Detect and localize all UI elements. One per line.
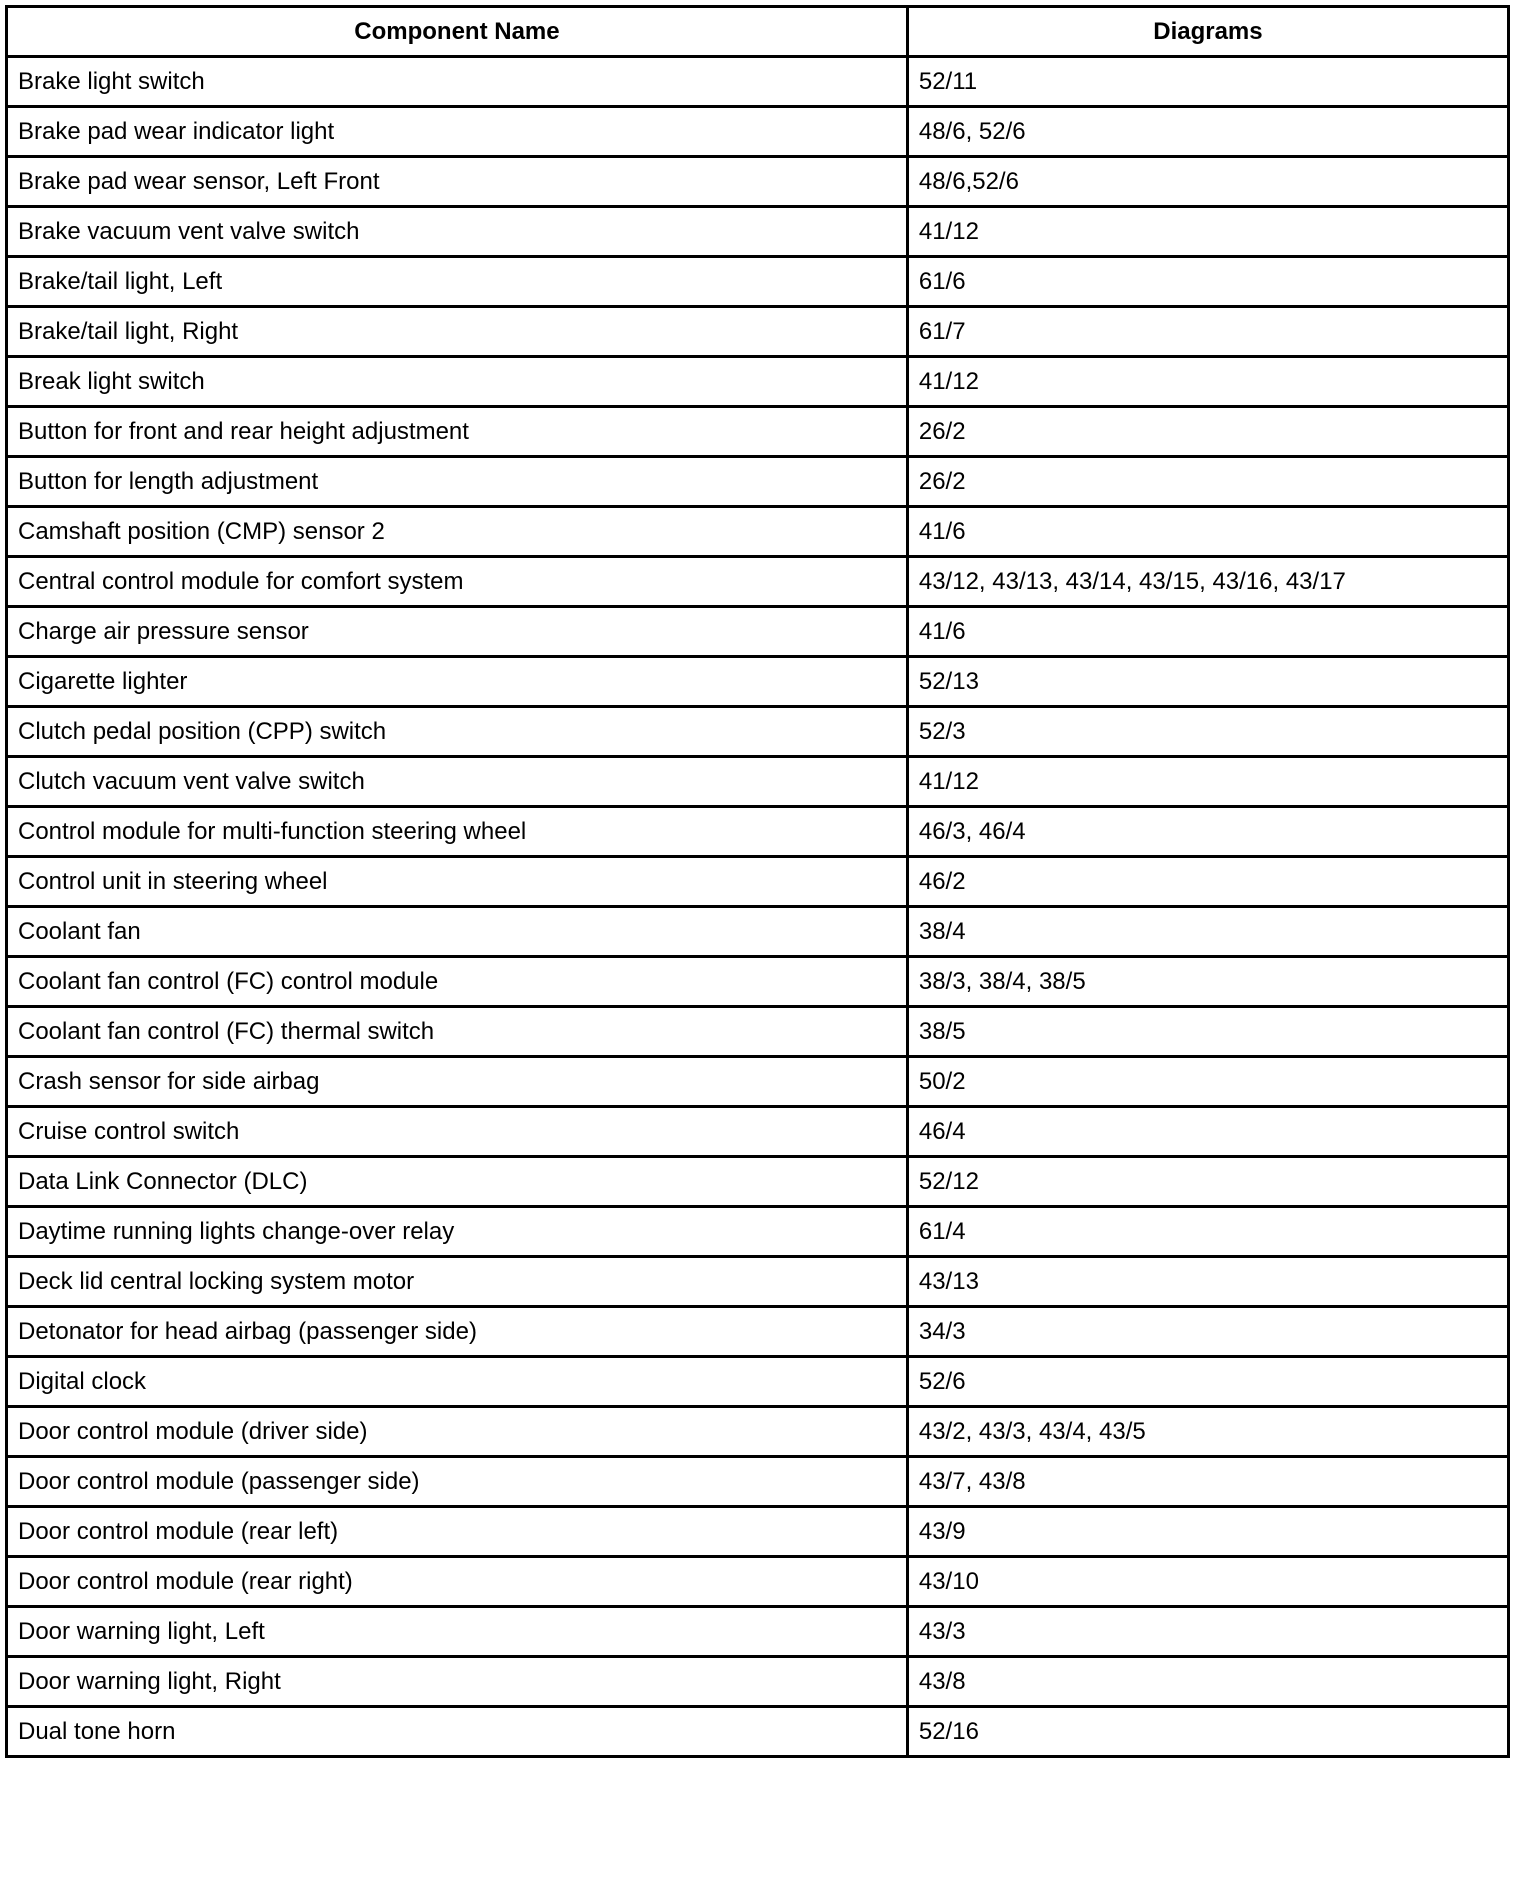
component-name-cell: Button for front and rear height adjustment — [7, 407, 908, 457]
component-name-cell: Brake light switch — [7, 57, 908, 107]
component-name-cell: Dual tone horn — [7, 1707, 908, 1757]
diagrams-cell: 43/7, 43/8 — [907, 1457, 1508, 1507]
component-name-cell: Break light switch — [7, 357, 908, 407]
component-name-cell: Clutch vacuum vent valve switch — [7, 757, 908, 807]
component-name-cell: Door control module (rear left) — [7, 1507, 908, 1557]
table-row — [7, 207, 1509, 257]
component-name-cell: Digital clock — [7, 1357, 908, 1407]
table-row — [7, 557, 1509, 607]
component-name-cell: Brake/tail light, Left — [7, 257, 908, 307]
component-name-cell: Detonator for head airbag (passenger side) — [7, 1307, 908, 1357]
diagrams-cell: 41/6 — [907, 607, 1508, 657]
diagrams-cell: 43/3 — [907, 1607, 1508, 1657]
table-row — [7, 1557, 1509, 1607]
diagrams-cell: 52/16 — [907, 1707, 1508, 1757]
component-name-cell: Cigarette lighter — [7, 657, 908, 707]
component-name-cell: Door control module (driver side) — [7, 1407, 908, 1457]
component-name-cell: Coolant fan control (FC) control module — [7, 957, 908, 1007]
diagrams-cell: 52/12 — [907, 1157, 1508, 1207]
table-row — [7, 507, 1509, 557]
diagrams-cell: 43/2, 43/3, 43/4, 43/5 — [907, 1407, 1508, 1457]
table-row — [7, 1107, 1509, 1157]
component-name-cell: Cruise control switch — [7, 1107, 908, 1157]
table-row — [7, 1407, 1509, 1457]
table-row — [7, 857, 1509, 907]
component-name-cell: Brake vacuum vent valve switch — [7, 207, 908, 257]
component-name-cell: Door warning light, Left — [7, 1607, 908, 1657]
component-name-cell: Camshaft position (CMP) sensor 2 — [7, 507, 908, 557]
diagrams-cell: 38/3, 38/4, 38/5 — [907, 957, 1508, 1007]
diagrams-cell: 38/4 — [907, 907, 1508, 957]
diagrams-cell: 41/12 — [907, 357, 1508, 407]
table-row — [7, 1707, 1509, 1757]
document-page — [5, 5, 1510, 1758]
component-diagram-table — [5, 5, 1510, 1758]
diagrams-cell: 41/12 — [907, 757, 1508, 807]
diagrams-cell: 48/6,52/6 — [907, 157, 1508, 207]
table-row — [7, 307, 1509, 357]
table-row — [7, 57, 1509, 107]
component-name-cell: Coolant fan control (FC) thermal switch — [7, 1007, 908, 1057]
diagrams-cell: 43/9 — [907, 1507, 1508, 1557]
component-name-cell: Deck lid central locking system motor — [7, 1257, 908, 1307]
table-row — [7, 457, 1509, 507]
table-row — [7, 407, 1509, 457]
table-row — [7, 807, 1509, 857]
diagrams-cell: 41/12 — [907, 207, 1508, 257]
component-name-cell: Coolant fan — [7, 907, 908, 957]
diagrams-cell: 38/5 — [907, 1007, 1508, 1057]
table-row — [7, 1607, 1509, 1657]
component-name-cell: Brake pad wear indicator light — [7, 107, 908, 157]
component-name-cell: Brake pad wear sensor, Left Front — [7, 157, 908, 207]
table-row — [7, 657, 1509, 707]
diagrams-cell: 52/11 — [907, 57, 1508, 107]
diagrams-cell: 41/6 — [907, 507, 1508, 557]
table-row — [7, 1007, 1509, 1057]
table-row — [7, 1657, 1509, 1707]
component-name-cell: Data Link Connector (DLC) — [7, 1157, 908, 1207]
diagrams-cell: 61/6 — [907, 257, 1508, 307]
diagrams-cell: 43/8 — [907, 1657, 1508, 1707]
table-row — [7, 357, 1509, 407]
diagrams-cell: 52/6 — [907, 1357, 1508, 1407]
table-row — [7, 957, 1509, 1007]
table-row — [7, 1057, 1509, 1107]
table-header-row — [7, 7, 1509, 57]
diagrams-cell: 43/10 — [907, 1557, 1508, 1607]
table-row — [7, 1507, 1509, 1557]
diagrams-cell: 46/3, 46/4 — [907, 807, 1508, 857]
column-header-diagrams: Diagrams — [907, 7, 1508, 57]
component-name-cell: Charge air pressure sensor — [7, 607, 908, 657]
column-header-component-name: Component Name — [7, 7, 908, 57]
component-name-cell: Brake/tail light, Right — [7, 307, 908, 357]
table-body — [7, 57, 1509, 1757]
component-name-cell: Crash sensor for side airbag — [7, 1057, 908, 1107]
table-row — [7, 1357, 1509, 1407]
diagrams-cell: 43/12, 43/13, 43/14, 43/15, 43/16, 43/17 — [907, 557, 1508, 607]
component-name-cell: Control unit in steering wheel — [7, 857, 908, 907]
table-row — [7, 1257, 1509, 1307]
diagrams-cell: 26/2 — [907, 457, 1508, 507]
table-row — [7, 157, 1509, 207]
table-row — [7, 1207, 1509, 1257]
diagrams-cell: 61/7 — [907, 307, 1508, 357]
diagrams-cell: 50/2 — [907, 1057, 1508, 1107]
table-row — [7, 1307, 1509, 1357]
table-row — [7, 257, 1509, 307]
table-row — [7, 757, 1509, 807]
component-name-cell: Door control module (passenger side) — [7, 1457, 908, 1507]
table-row — [7, 907, 1509, 957]
table-row — [7, 107, 1509, 157]
component-name-cell: Clutch pedal position (CPP) switch — [7, 707, 908, 757]
component-name-cell: Button for length adjustment — [7, 457, 908, 507]
diagrams-cell: 48/6, 52/6 — [907, 107, 1508, 157]
component-name-cell: Daytime running lights change-over relay — [7, 1207, 908, 1257]
table-row — [7, 1157, 1509, 1207]
diagrams-cell: 52/3 — [907, 707, 1508, 757]
component-name-cell: Door control module (rear right) — [7, 1557, 908, 1607]
diagrams-cell: 61/4 — [907, 1207, 1508, 1257]
table-row — [7, 707, 1509, 757]
diagrams-cell: 26/2 — [907, 407, 1508, 457]
component-name-cell: Central control module for comfort system — [7, 557, 908, 607]
diagrams-cell: 52/13 — [907, 657, 1508, 707]
table-row — [7, 1457, 1509, 1507]
diagrams-cell: 46/4 — [907, 1107, 1508, 1157]
table-row — [7, 607, 1509, 657]
diagrams-cell: 34/3 — [907, 1307, 1508, 1357]
diagrams-cell: 43/13 — [907, 1257, 1508, 1307]
diagrams-cell: 46/2 — [907, 857, 1508, 907]
component-name-cell: Door warning light, Right — [7, 1657, 908, 1707]
component-name-cell: Control module for multi-function steering wheel — [7, 807, 908, 857]
